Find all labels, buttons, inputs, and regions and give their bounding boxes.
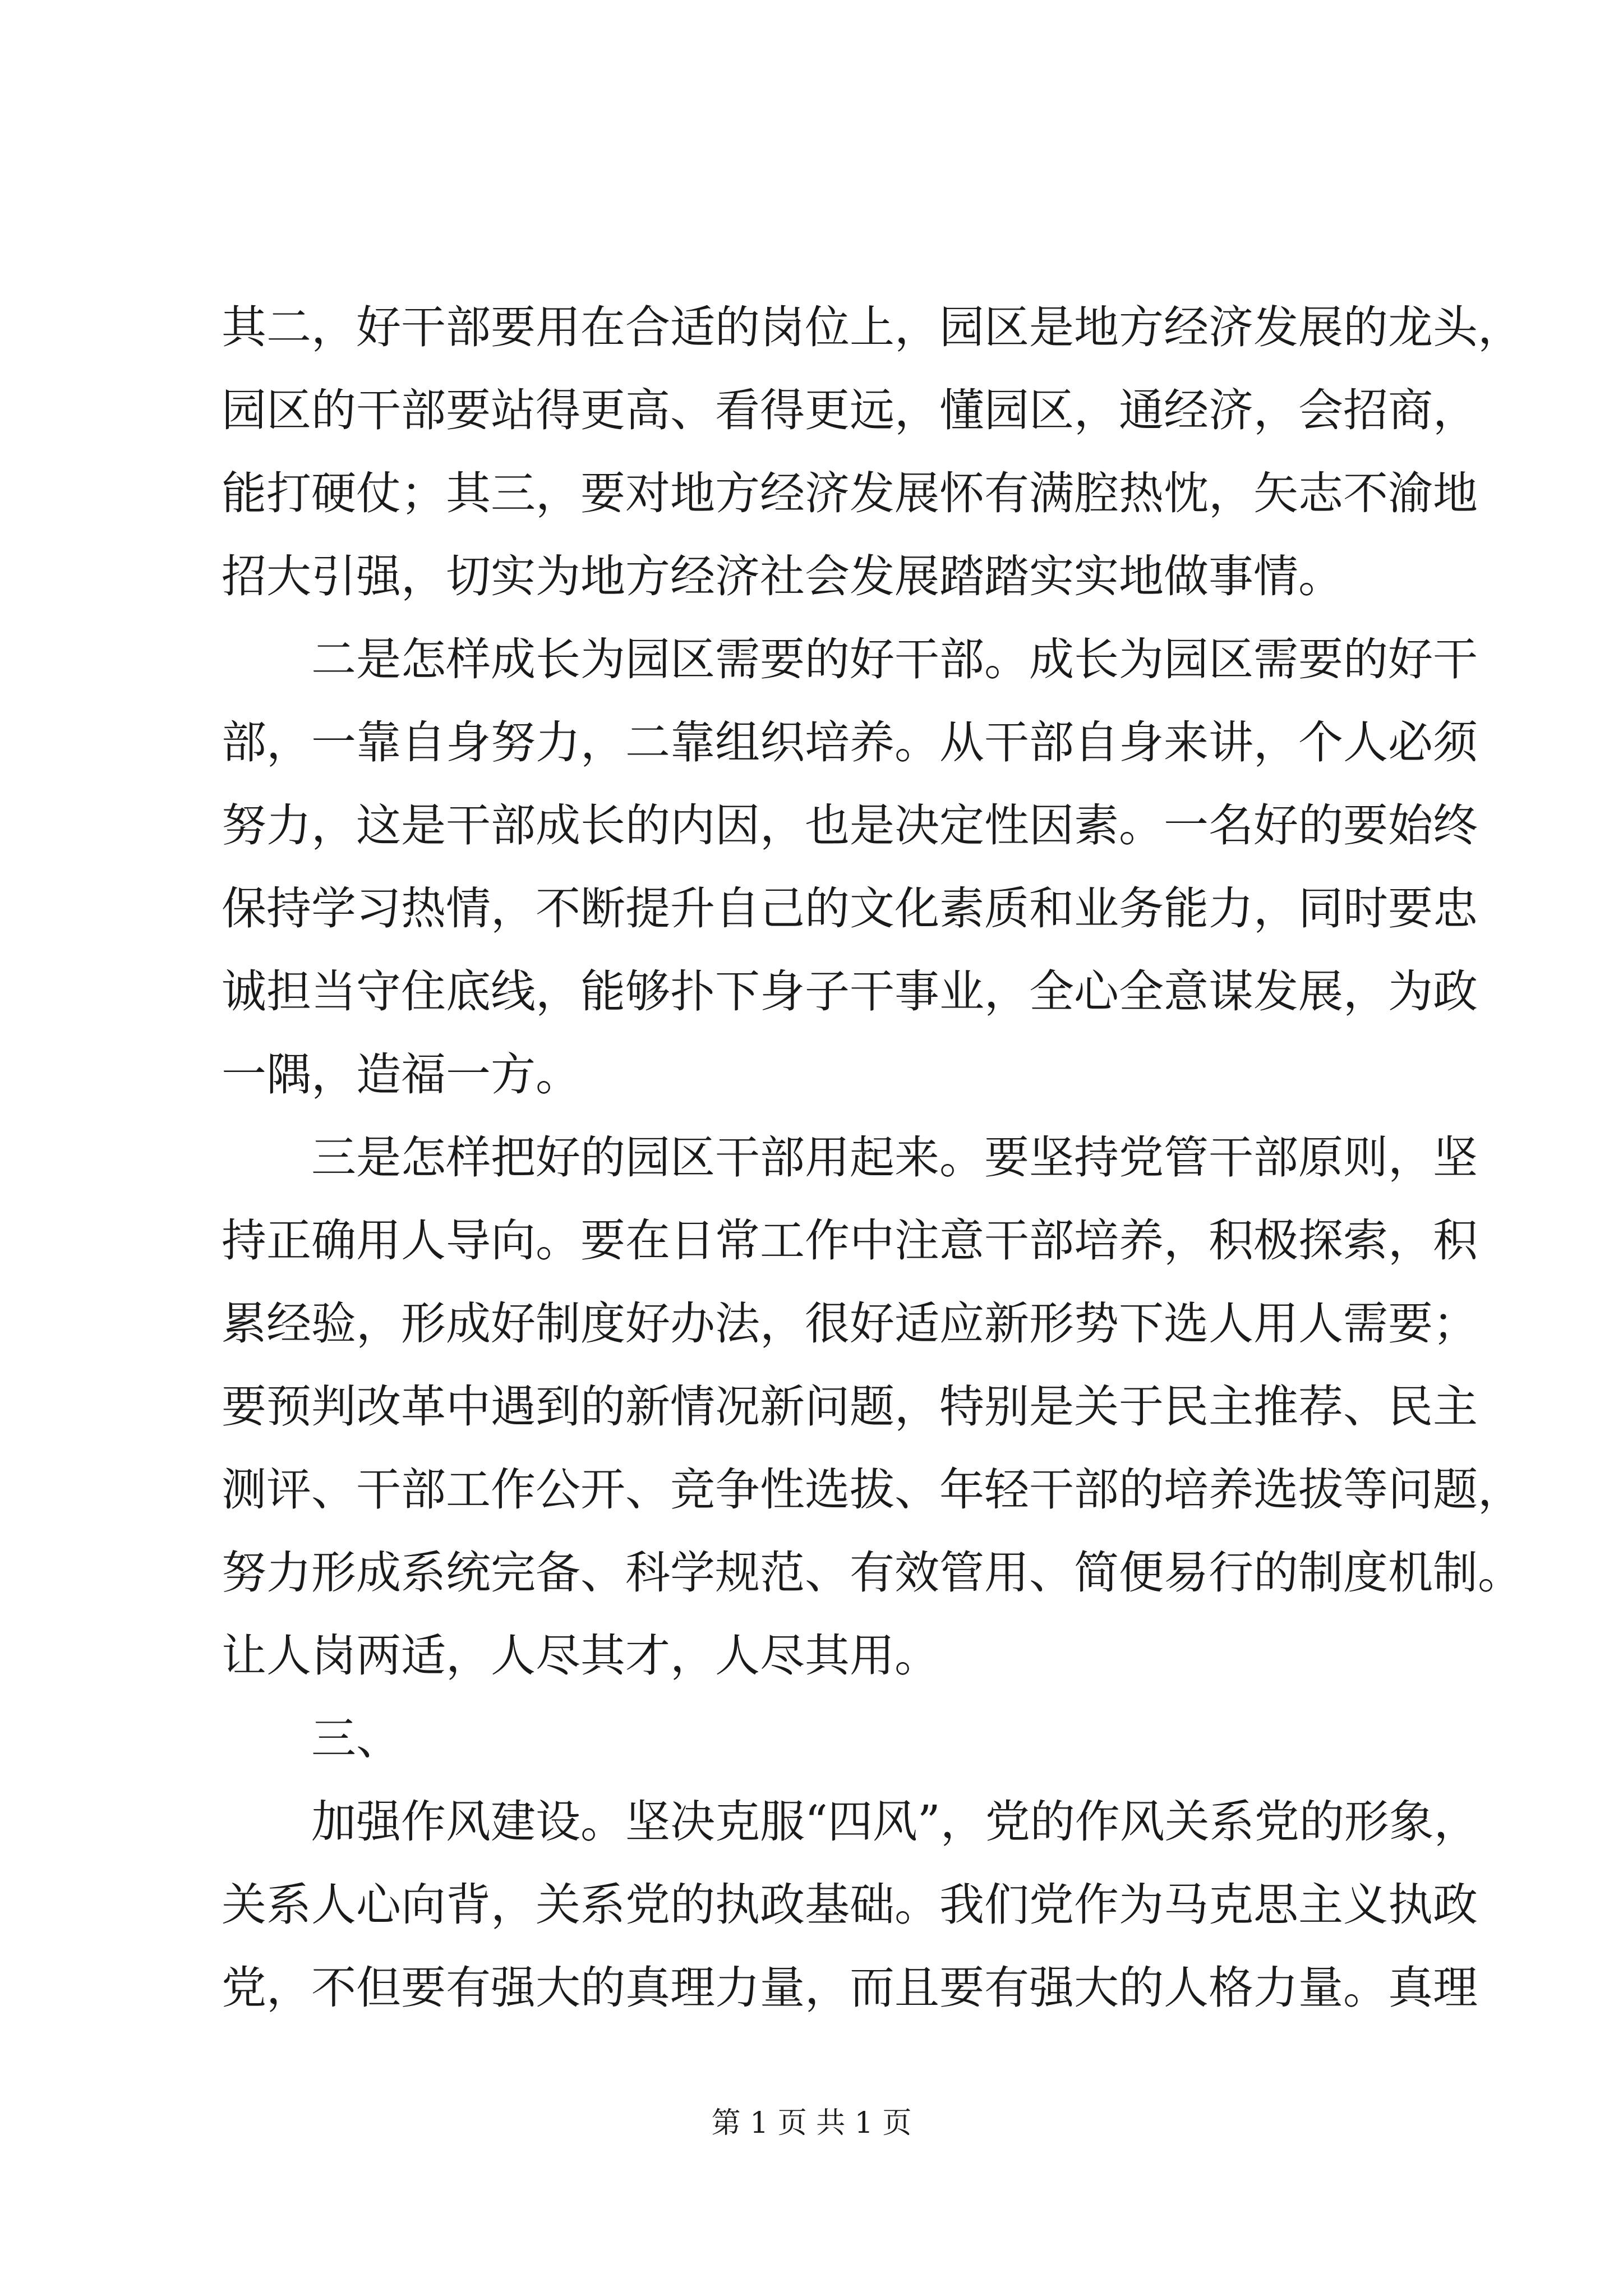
text-line: 其二，好干部要用在合适的岗位上，园区是地方经济发展的龙头，	[222, 301, 1523, 353]
section-heading: 三、	[311, 1713, 401, 1765]
text-line: 要预判改革中遇到的新情况新问题，特别是关于民主推荐、民主	[222, 1381, 1478, 1433]
text-line: 招大引强，切实为地方经济社会发展踏踏实实地做事情。	[222, 550, 1343, 602]
text-line: 累经验，形成好制度好办法，很好适应新形势下选人用人需要；	[222, 1297, 1478, 1350]
text-line: 二是怎样成长为园区需要的好干部。成长为园区需要的好干	[311, 633, 1478, 685]
text-line: 园区的干部要站得更高、看得更远，懂园区，通经济，会招商，	[222, 384, 1478, 436]
text-line: 持正确用人导向。要在日常工作中注意干部培养，积极探索，积	[222, 1214, 1478, 1267]
text-line: 努力形成系统完备、科学规范、有效管用、简便易行的制度机制。	[222, 1547, 1523, 1599]
text-line: 党，不但要有强大的真理力量，而且要有强大的人格力量。真理	[222, 1962, 1478, 2014]
text-line: 保持学习热情，不断提升自己的文化素质和业务能力，同时要忠	[222, 882, 1478, 935]
text-line: 让人岗两适，人尽其才，人尽其用。	[222, 1630, 939, 1682]
page-footer: 第 1 页 共 1 页	[711, 2106, 912, 2140]
text-line: 测评、干部工作公开、竞争性选拔、年轻干部的培养选拔等问题，	[222, 1464, 1523, 1516]
text-line: 一隅，造福一方。	[222, 1048, 580, 1101]
text-line: 部，一靠自身努力，二靠组织培养。从干部自身来讲，个人必须	[222, 716, 1478, 769]
text-line: 能打硬仗；其三，要对地方经济发展怀有满腔热忱，矢志不渝地	[222, 467, 1478, 519]
text-line: 关系人心向背，关系党的执政基础。我们党作为马克思主义执政	[222, 1879, 1478, 1931]
text-line: 三是怎样把好的园区干部用起来。要坚持党管干部原则，坚	[311, 1131, 1478, 1184]
text-line: 诚担当守住底线，能够扑下身子干事业，全心全意谋发展，为政	[222, 965, 1478, 1018]
text-line: 加强作风建设。坚决克服“四风”，党的作风关系党的形象，	[311, 1796, 1479, 1848]
text-line: 努力，这是干部成长的内因，也是决定性因素。一名好的要始终	[222, 799, 1478, 852]
